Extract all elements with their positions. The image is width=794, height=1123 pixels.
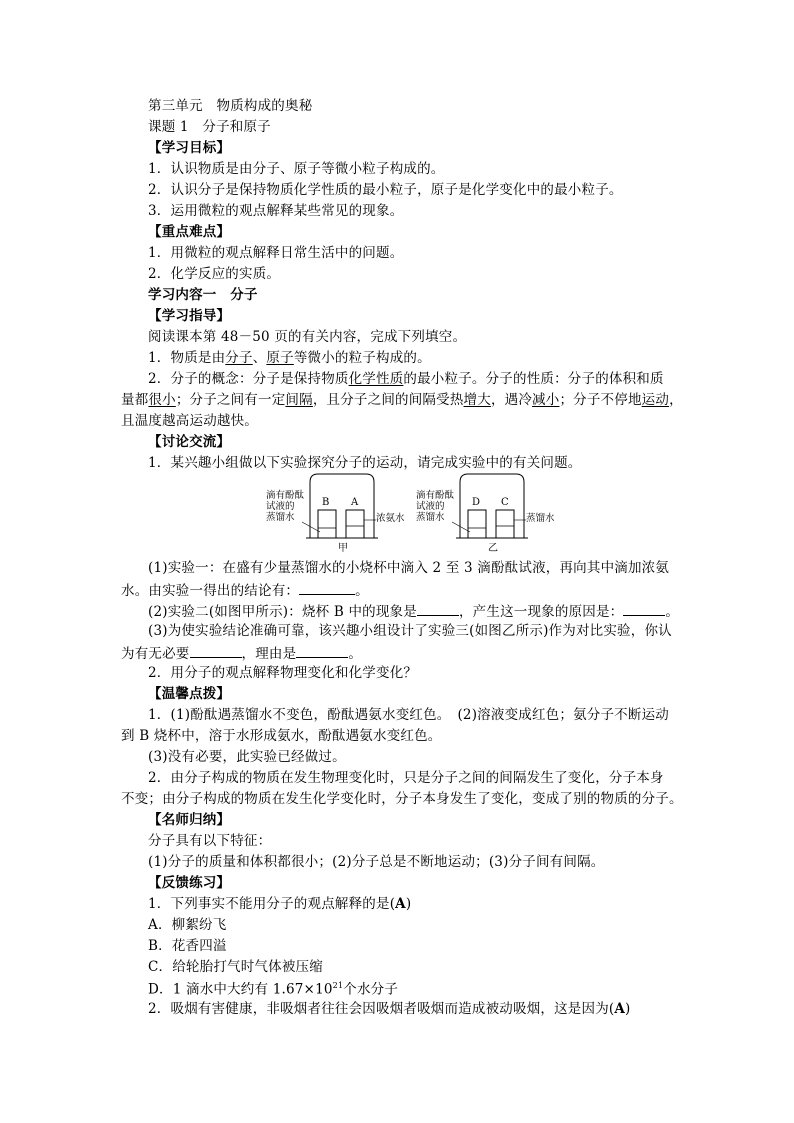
option-c: C．给轮胎打气时气体被压缩 — [148, 959, 323, 975]
option-a: A．柳絮纷飞 — [148, 917, 227, 933]
answer-underlined: 原子 — [266, 350, 294, 366]
lesson-title: 课题 1 分子和原子 — [148, 119, 271, 135]
feedback-question-1 — [148, 898, 411, 912]
beaker-d — [468, 510, 486, 538]
subquestion-1-line-2 — [121, 583, 369, 599]
answer-underlined: 间隔 — [285, 392, 313, 408]
label-line: 试液的 — [266, 501, 295, 512]
text-segment: 个水分子 — [343, 981, 399, 998]
right-label — [416, 490, 454, 523]
beaker-label: A — [351, 497, 359, 508]
answer-underlined: 很小 — [148, 392, 176, 408]
guide-question-2-line-3: 且温度越高运动越快。 — [121, 413, 258, 429]
hint-answer-2-line-2: 不变；由分子构成的物质在发生化学变化时，分子本身发生了变化，变成了别的物质的分子。 — [121, 791, 683, 807]
hint-answer-1-line-1: 1．(1)酚酞遇蒸馏水不变色，酚酞遇氨水变红色。 (2)溶液变成红色；氨分子不断运动 — [148, 707, 669, 723]
beaker-label: B — [322, 497, 330, 508]
answer-underlined: 分子 — [225, 350, 253, 366]
content-heading: 学习内容一 分子 — [148, 287, 258, 303]
discuss-question-2: 2．用分子的观点解释物理变化和化学变化？ — [148, 665, 418, 681]
answer-blank — [190, 646, 242, 658]
answer-blank — [417, 604, 459, 616]
guide-heading: 【学习指导】 — [148, 308, 231, 324]
discuss-question-1: 1．某兴趣小组做以下实验探究分子的运动，请完成实验中的有关问题。 — [148, 455, 582, 471]
label-line: 试液的 — [416, 501, 445, 512]
text-segment: 2．吸烟有害健康，非吸烟者往往会因吸烟者吸烟而造成被动吸烟，这是因为( — [148, 1001, 615, 1017]
beaker-label: D — [472, 497, 481, 508]
feedback-heading: 【反馈练习】 — [148, 875, 231, 891]
ammonia-label: 浓氨水 — [376, 513, 405, 524]
label-line: 滴有酚酞 — [266, 490, 305, 501]
answer-blank — [296, 646, 348, 658]
text-segment: 为有无必要 — [121, 646, 190, 662]
text-segment: 量都 — [121, 392, 149, 408]
text-segment: 。 — [355, 583, 369, 599]
subquestion-1-line-1: (1)实验一：在盛有少量蒸馏水的小烧杯中滴入 2 至 3 滴酚酞试液，再向其中滴加浓氨 — [148, 560, 670, 576]
answer-blank — [299, 583, 355, 595]
option-b: B．花香四溢 — [148, 938, 227, 954]
hint-answer-1-line-2: 到 B 烧杯中，溶于水形成氨水，酚酞遇氨水变红色。 — [121, 728, 442, 744]
subquestion-2 — [148, 604, 679, 620]
experiment-figure — [262, 470, 578, 556]
left-label — [266, 490, 304, 523]
guide-question-2-line-1 — [148, 373, 664, 387]
answer-underlined: 减小 — [532, 392, 560, 408]
text-segment: (2)实验二(如图甲所示)：烧杯 B 中的现象是 — [148, 604, 417, 620]
label-pointer — [452, 522, 470, 532]
hint-answer-1-line-3: (3)没有必要，此实验已经做过。 — [148, 749, 346, 765]
difficulty-item: 2．化学反应的实质。 — [148, 266, 281, 282]
text-segment: ；分子之间有一定 — [175, 392, 286, 408]
discuss-heading: 【讨论交流】 — [148, 434, 231, 450]
beaker-label: C — [501, 497, 509, 508]
text-segment: 。 — [348, 646, 363, 662]
goals-heading: 【学习目标】 — [148, 140, 231, 156]
summary-heading: 【名师归纳】 — [148, 812, 231, 828]
guide-intro: 阅读课本第 48－50 页的有关内容，完成下列填空。 — [148, 329, 467, 345]
summary-line: (1)分子的质量和体积都很小；(2)分子总是不断地运动；(3)分子间有间隔。 — [148, 854, 605, 870]
feedback-question-2 — [148, 1003, 631, 1017]
text-segment: 1．物质是由 — [148, 350, 226, 366]
beaker-a — [346, 510, 364, 538]
guide-question-1 — [148, 352, 431, 366]
unit-title: 第三单元 物质构成的奥秘 — [148, 98, 313, 114]
difficulty-item: 1．用微粒的观点解释日常生活中的问题。 — [148, 245, 404, 261]
label-line: 蒸馏水 — [416, 512, 445, 523]
text-segment: ) — [405, 896, 412, 912]
text-segment: ， — [669, 392, 683, 408]
text-segment: 。 — [665, 604, 680, 620]
answer-underlined: 运动 — [641, 392, 670, 408]
text-segment: ) — [625, 1001, 631, 1017]
label-line: 滴有酚酞 — [416, 490, 455, 501]
subquestion-3-line-1: (3)为使实验结论准确可靠，该兴趣小组设计了实验三(如图乙所示)作为对比实验，你认 — [148, 623, 672, 639]
answer-letter: A — [395, 896, 406, 912]
text-segment: ；分子不停地 — [559, 392, 642, 408]
hint-answer-2-line-1: 2．由分子构成的物质在发生物理变化时，只是分子之间的间隔发生了变化，分子本身 — [148, 770, 664, 786]
guide-question-2-line-2 — [121, 394, 683, 408]
goal-item: 1．认识物质是由分子、原子等微小粒子构成的。 — [148, 161, 445, 177]
subquestion-3-line-2 — [121, 646, 362, 662]
text-segment: ，产生这一现象的原因是： — [458, 604, 624, 620]
text-segment: 、 — [252, 350, 267, 366]
exponent: 21 — [332, 981, 344, 990]
answer-blank — [623, 604, 665, 616]
answer-underlined: 增大 — [463, 392, 491, 408]
hint-heading: 【温馨点拨】 — [148, 686, 231, 702]
figure-caption-jia: 甲 — [338, 543, 348, 554]
option-d — [148, 982, 398, 997]
goal-item: 2．认识分子是保持物质化学性质的最小粒子，原子是化学变化中的最小粒子。 — [148, 182, 623, 198]
figure-caption-yi: 乙 — [488, 543, 498, 554]
goal-item: 3．运用微粒的观点解释某些常见的现象。 — [148, 203, 404, 219]
text-segment: ，理由是 — [241, 646, 297, 662]
summary-intro: 分子具有以下特征： — [148, 833, 272, 849]
text-segment: ，遇冷 — [490, 392, 533, 408]
text-segment: 等微小的粒子构成的。 — [293, 350, 431, 366]
water-label: 蒸馏水 — [526, 513, 555, 524]
label-pointer — [302, 522, 320, 532]
label-line: 蒸馏水 — [266, 512, 295, 523]
text-segment: ，且分子之间的间隔受热 — [312, 392, 464, 408]
text-segment: 2．分子的概念：分子是保持物质 — [148, 371, 349, 387]
text-segment: 的最小粒子。分子的性质：分子的体积和质 — [403, 371, 664, 387]
beaker-b — [318, 510, 336, 538]
beaker-c — [496, 510, 514, 538]
text-segment: D．1 滴水中大约有 1.67×10 — [148, 981, 333, 998]
answer-underlined: 化学性质 — [348, 371, 404, 387]
text-segment: 1．下列事实不能用分子的观点解释的是( — [148, 896, 396, 912]
answer-letter: A — [614, 1001, 626, 1017]
difficulties-heading: 【重点难点】 — [148, 224, 231, 240]
text-segment: 水。由实验一得出的结论有： — [121, 583, 300, 599]
